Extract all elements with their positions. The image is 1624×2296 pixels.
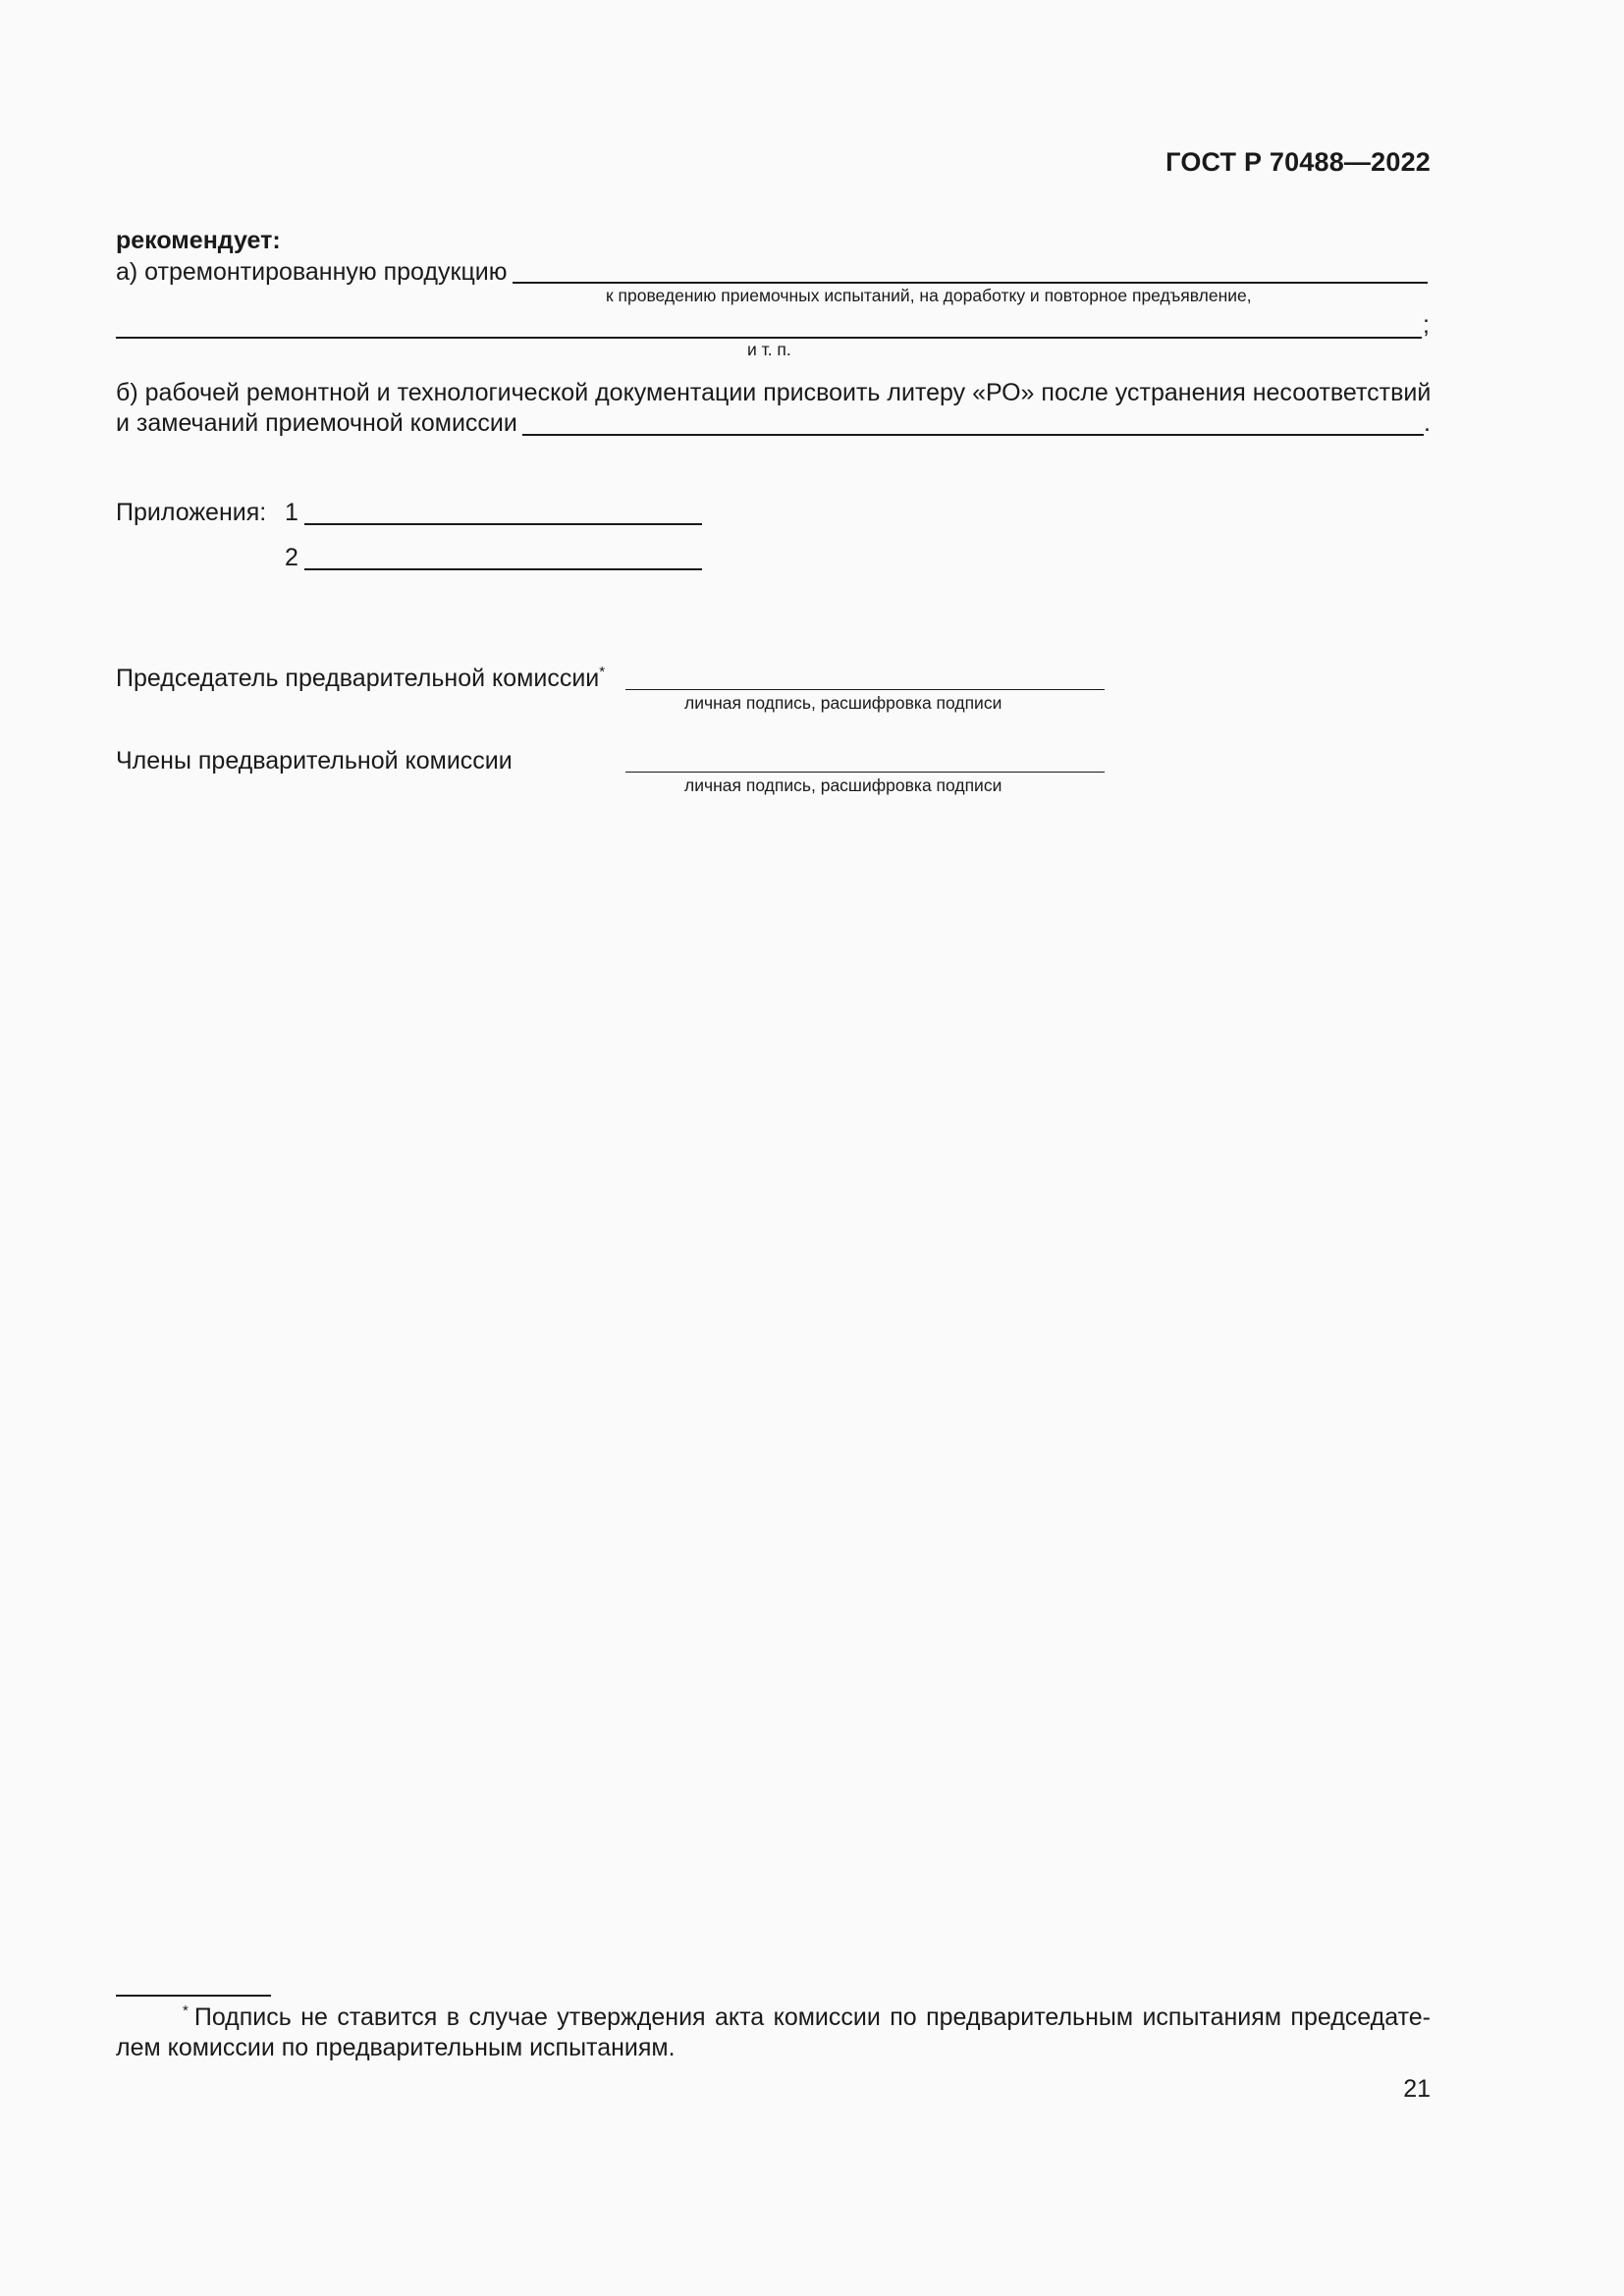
item-a-fill-line-2[interactable]: [116, 337, 1422, 339]
attachment-number-1: 1: [285, 499, 298, 526]
item-b-fill-line[interactable]: [522, 434, 1424, 436]
item-a-label: а) отремонтированную продукцию: [116, 258, 508, 286]
chairman-signature-role: [116, 664, 605, 693]
attachments-label: Приложения:: [116, 499, 267, 526]
chairman-role-label: Председатель предварительной комиссии: [116, 665, 600, 692]
page-number: 21: [1403, 2075, 1431, 2103]
item-b-line-end: .: [1424, 409, 1431, 437]
footnote-text-1: Подпись не ставится в случае утверждения акта комиссии по предварительным испытаниям председате-: [193, 2003, 1431, 2031]
item-b-line-1: б) рабочей ремонтной и технологической документации присвоить литеру «РО» после устранения несоответствий: [116, 379, 1432, 406]
item-a-hint-1: к проведению приемочных испытаний, на доработку и повторное предъявление,: [606, 286, 1252, 305]
footnote-mark: *: [183, 2002, 189, 2019]
attachment-fill-line-1[interactable]: [304, 523, 702, 525]
chairman-signature-line[interactable]: [625, 689, 1105, 690]
footnote-separator: [116, 1995, 271, 1997]
chairman-signature-caption: личная подпись, расшифровка подписи: [684, 693, 1002, 713]
section-heading: рекомендует:: [116, 227, 281, 254]
chairman-footnote-mark: *: [599, 664, 606, 680]
item-a-hint-2: и т. п.: [747, 340, 791, 359]
members-signature-caption: личная подпись, расшифровка подписи: [684, 775, 1002, 795]
attachment-number-2: 2: [285, 544, 298, 571]
members-signature-role: Члены предварительной комиссии: [116, 747, 513, 774]
item-a-line-end: ;: [1423, 311, 1430, 339]
footnote-line-1: [116, 2002, 1431, 2032]
document-code: ГОСТ Р 70488—2022: [1165, 147, 1431, 177]
footnote-line-2: лем комиссии по предварительным испытаниям.: [116, 2034, 676, 2061]
item-b-line-2: и замечаний приемочной комиссии: [116, 409, 517, 437]
members-signature-line[interactable]: [625, 772, 1105, 773]
item-a-fill-line-1[interactable]: [513, 282, 1428, 284]
attachment-fill-line-2[interactable]: [304, 568, 702, 570]
